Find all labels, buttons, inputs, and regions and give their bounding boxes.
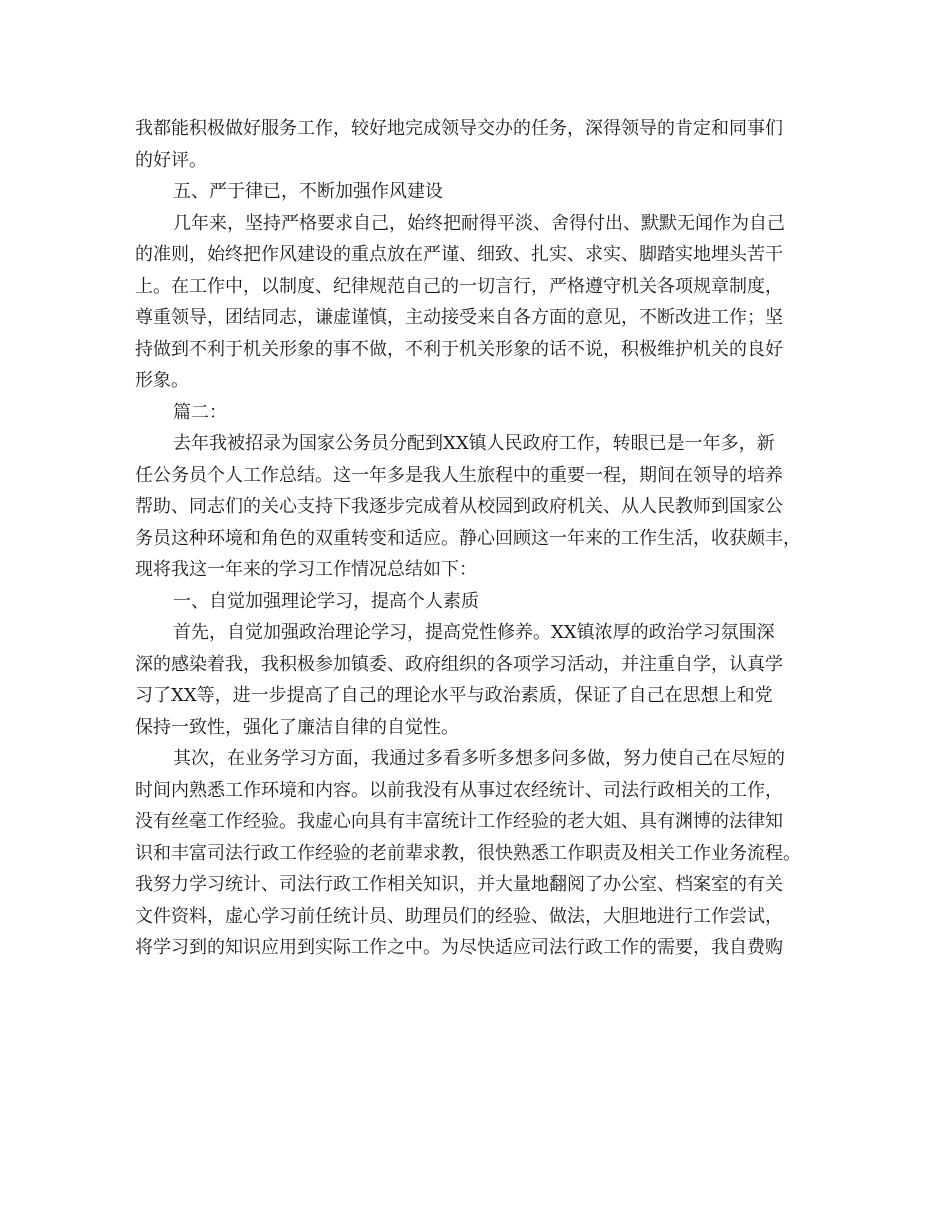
text-line: 任公务员个人工作总结。这一年多是我人生旅程中的重要一程，期间在领导的培养 xyxy=(135,464,783,486)
text-line: 将学习到的知识应用到实际工作之中。为尽快适应司法行政工作的需要，我自费购 xyxy=(135,937,783,958)
text-line: 几年来，坚持严格要求自己，始终把耐得平淡、舍得付出、默默无闻作为自己 xyxy=(173,212,785,234)
text-line: 识和丰富司法行政工作经验的老前辈求教，很快熟悉工作职责及相关工作业务流程。 xyxy=(135,842,801,864)
text-line: 现将我这一年来的学习工作情况总结如下： xyxy=(135,559,477,580)
text-line: 我努力学习统计、司法行政工作相关知识，并大量地翻阅了办公室、档案室的有关 xyxy=(135,874,783,895)
text-line: 文件资料，虚心学习前任统计员、助理员们的经验、做法，大胆地进行工作尝试， xyxy=(135,905,783,927)
text-line: 习了XX等，进一步提高了自己的理论水平与政治素质，保证了自己在思想上和党 xyxy=(135,685,773,706)
text-line: 其次，在业务学习方面，我通过多看多听多想多问多做，努力使自己在尽短的 xyxy=(173,748,785,769)
text-line: 务员这种环境和角色的双重转变和适应。静心回顾这一年来的工作生活，收获颇丰， xyxy=(135,527,801,549)
text-line: 形象。 xyxy=(135,370,189,391)
text-line: 尊重领导，团结同志，谦虚谨慎，主动接受来自各方面的意见，不断改进工作；坚 xyxy=(135,307,783,328)
text-line: 的准则，始终把作风建设的重点放在严谨、细致、扎实、求实、脚踏实地埋头苦干 xyxy=(135,244,783,265)
text-line: 我都能积极做好服务工作，较好地完成领导交办的任务，深得领导的肯定和同事们 xyxy=(135,118,783,139)
text-line: 首先，自觉加强政治理论学习，提高党性修养。XX镇浓厚的政治学习氛围深 xyxy=(173,622,775,643)
text-line: 帮助、同志们的关心支持下我逐步完成着从校园到政府机关、从人民教师到国家公 xyxy=(135,496,783,517)
text-line: 去年我被招录为国家公务员分配到XX镇人民政府工作，转眼已是一年多，新 xyxy=(173,433,775,454)
text-line: 上。在工作中，以制度、纪律规范自己的一切言行，严格遵守机关各项规章制度， xyxy=(135,275,783,297)
text-line: 的好评。 xyxy=(135,149,207,171)
section-heading: 篇二： xyxy=(173,401,227,423)
document-body xyxy=(135,113,835,964)
section-heading: 一、自觉加强理论学习，提高个人素质 xyxy=(173,590,479,612)
text-line: 保持一致性，强化了廉洁自律的自觉性。 xyxy=(135,716,459,738)
text-line: 持做到不利于机关形象的事不做，不利于机关形象的话不说，积极维护机关的良好 xyxy=(135,338,783,360)
section-heading: 五、严于律已，不断加强作风建设 xyxy=(173,181,443,202)
text-line: 时间内熟悉工作环境和内容。以前我没有从事过农经统计、司法行政相关的工作， xyxy=(135,779,783,801)
text-line: 没有丝毫工作经验。我虚心向具有丰富统计工作经验的老大姐、具有渊博的法律知 xyxy=(135,811,783,832)
text-line: 深的感染着我，我积极参加镇委、政府组织的各项学习活动，并注重自学，认真学 xyxy=(135,653,783,675)
